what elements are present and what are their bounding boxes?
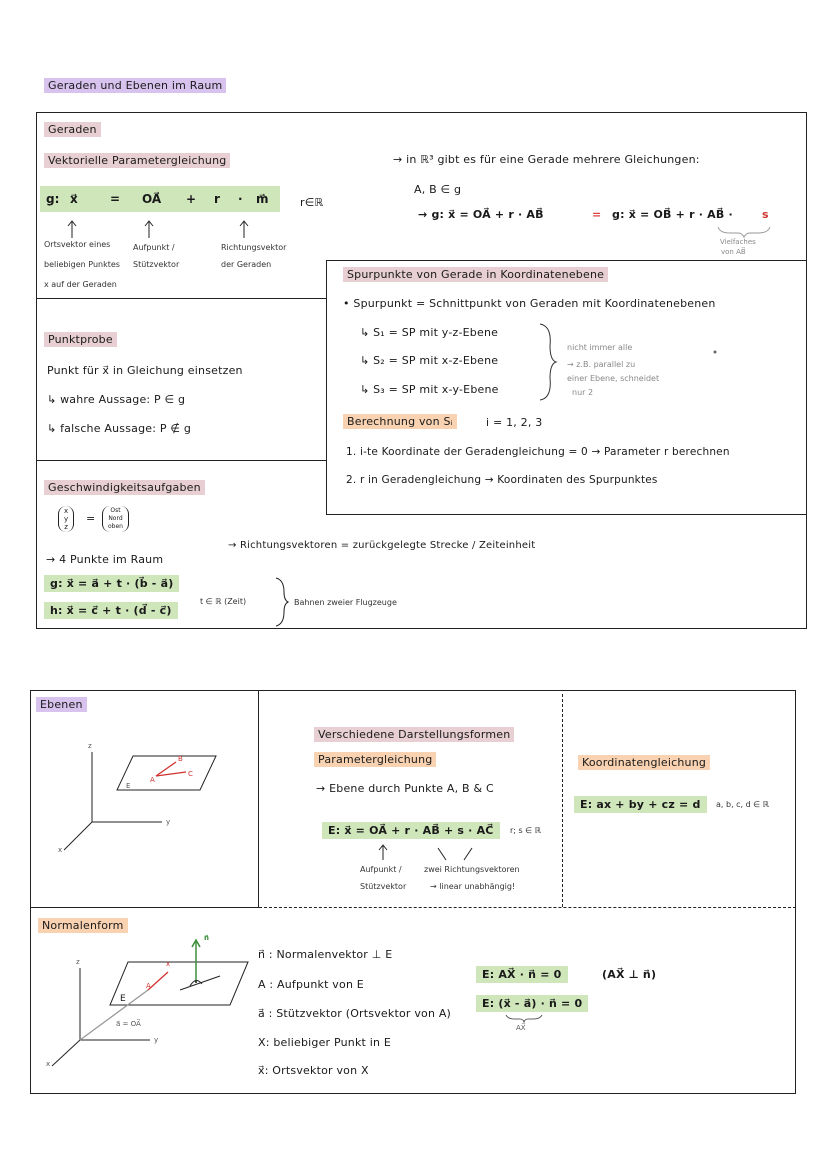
ebene-param-formula: E: x⃗ = OA⃗ + r · AB⃗ + s · AC⃗ [322, 822, 500, 839]
divider [326, 260, 327, 515]
page-title: Geraden und Ebenen im Raum [44, 78, 226, 93]
note-equals: = [592, 208, 602, 221]
parametergleichung-heading: Vektorielle Parametergleichung [44, 153, 230, 168]
divider [326, 260, 807, 261]
axis-y-label: y [166, 818, 171, 826]
spur-note-1: nicht immer alle [567, 343, 633, 352]
vector-directions: Ost Nord oben [102, 506, 129, 532]
spur-note-4: nur 2 [572, 388, 594, 397]
formula-g: g: [46, 192, 60, 206]
label-der-geraden: der Geraden [221, 260, 272, 269]
formula-oa: OA⃗ [142, 192, 162, 206]
label-stuetzvektor-ebene: Stützvektor [360, 882, 407, 891]
ebenen-heading: Ebenen [36, 697, 87, 712]
spur-note-2: → z.B. parallel zu [567, 360, 636, 369]
def-ortsvektor-x: x⃗: Ortsvektor von X [258, 1064, 369, 1077]
point-b-label: B [178, 755, 183, 763]
formula-eq: = [110, 192, 121, 206]
von-ab-label: von AB⃗ [721, 248, 746, 256]
label-aufpunkt: Aufpunkt / [133, 243, 175, 252]
parametergleichung-ebene-heading: Parametergleichung [314, 752, 436, 767]
spurpunkt-s2: ↳ S₂ = SP mit x-z-Ebene [360, 354, 499, 367]
spurpunkt-definition: • Spurpunkt = Schnittpunkt von Geraden mit Koordinatenebenen [343, 297, 716, 310]
label-aufpunkt-ebene: Aufpunkt / [360, 865, 402, 874]
dashed-divider [259, 907, 796, 908]
ab-in-g: A, B ∈ g [414, 183, 462, 196]
label-linear-unabhaengig: → linear unabhängig! [430, 882, 516, 891]
bahnen-note: Bahnen zweier Flugzeuge [294, 598, 397, 607]
darstellungsformen-heading: Verschiedene Darstellungsformen [314, 727, 514, 742]
divider [30, 907, 259, 908]
label-ortsvektor-3: x auf der Geraden [44, 280, 117, 289]
formula-r: r [214, 192, 220, 206]
label-stuetzvektor: Stützvektor [133, 260, 180, 269]
note-s: s [762, 208, 769, 221]
berechnung-step-1: 1. i-te Koordinate der Geradengleichung = 0 → Parameter r berechnen [346, 446, 730, 458]
point-c-label: C [188, 770, 193, 778]
ebene-durch-punkte: → Ebene durch Punkte A, B & C [316, 782, 494, 795]
ebenen-section [30, 690, 796, 1094]
normalenform-formula-1-note: (AX⃗ ⊥ n⃗) [602, 968, 657, 981]
berechnung-step-2: 2. r in Geradengleichung → Koordinaten des Spurpunktes [346, 474, 658, 486]
divider [36, 460, 326, 461]
def-aufpunkt: A : Aufpunkt von E [258, 978, 364, 991]
punktprobe-heading: Punktprobe [44, 332, 117, 347]
vier-punkte-note: → 4 Punkte im Raum [46, 553, 164, 566]
label-richtungsvektoren: zwei Richtungsvektoren [424, 865, 520, 874]
berechnung-heading: Berechnung von Sᵢ [343, 414, 457, 429]
divider [326, 514, 807, 515]
koordinaten-formula: E: ax + by + cz = d [574, 796, 707, 813]
divider [36, 298, 326, 299]
geschwindigkeit-heading: Geschwindigkeitsaufgaben [44, 480, 205, 495]
punktprobe-falsch: ↳ falsche Aussage: P ∉ g [47, 422, 192, 435]
formula-m: m⃗ [256, 192, 269, 206]
dashed-divider [562, 694, 563, 907]
def-stuetzvektor: a⃗ : Stützvektor (Ortsvektor von A) [258, 1007, 452, 1020]
rs-domain: r; s ∈ ℝ [510, 826, 542, 835]
stuetzvektor-label: a⃗ = OA⃗ [116, 1020, 141, 1028]
spurpunkt-s1: ↳ S₁ = SP mit y-z-Ebene [360, 326, 499, 339]
n-axis-y-label: y [154, 1036, 159, 1044]
koordinatengleichung-heading: Koordinatengleichung [578, 755, 710, 770]
label-richtungsvektor: Richtungsvektor [221, 243, 287, 252]
brace-icon [0, 0, 10, 10]
note-formula-1: → g: x⃗ = OA⃗ + r · AB⃗ [418, 208, 544, 221]
axis-x-label: x [58, 846, 63, 854]
richtungsvektoren-note: → Richtungsvektoren = zurückgelegte Strecke / Zeiteinheit [228, 540, 536, 551]
formula-plus: + [186, 192, 197, 206]
label-ortsvektor: Ortsvektor eines [44, 240, 111, 249]
vielfaches-label: Vielfaches [720, 238, 756, 246]
normal-vector-label: n⃗ [204, 934, 209, 942]
n-axis-x-label: x [46, 1060, 51, 1068]
t-domain: t ∈ ℝ (Zeit) [200, 597, 247, 606]
note-formula-2: g: x⃗ = OB⃗ + r · AB⃗ · [612, 208, 733, 221]
plane-e-label-normal: E [120, 994, 126, 1004]
punktprobe-wahr: ↳ wahre Aussage: P ∈ g [47, 393, 186, 406]
n-axis-z-label: z [76, 958, 80, 966]
gerade-g-formula: g: x⃗ = a⃗ + t · (b⃗ - a⃗) [44, 575, 179, 592]
label-ortsvektor-2: beliebigen Punktes [44, 260, 120, 269]
def-beliebiger-punkt: X: beliebiger Punkt in E [258, 1036, 392, 1049]
point-a-label-normal: A [146, 982, 151, 990]
geraden-heading: Geraden [44, 122, 101, 137]
spurpunkt-s3: ↳ S₃ = SP mit x-y-Ebene [360, 383, 499, 396]
r3-note: → in ℝ³ gibt es für eine Gerade mehrere Gleichungen: [393, 153, 700, 166]
normalenform-heading: Normalenform [38, 918, 128, 933]
vector-equals: = [86, 512, 96, 525]
normalenform-formula-2: E: (x⃗ - a⃗) · n⃗ = 0 [476, 995, 588, 1012]
ax-brace-label: AX⃗ [516, 1024, 526, 1032]
def-normalenvektor: n⃗ : Normalenvektor ⊥ E [258, 948, 393, 961]
normalenform-formula-1: E: AX⃗ · n⃗ = 0 [476, 966, 568, 983]
point-x-label: x [166, 960, 171, 968]
gerade-h-formula: h: x⃗ = c⃗ + t · (d⃗ - c⃗) [44, 602, 178, 619]
axis-z-label: z [88, 742, 92, 750]
r-domain: r∈ℝ [300, 196, 324, 209]
spurpunkte-heading: Spurpunkte von Gerade in Koordinatenebene [343, 267, 608, 282]
point-a-label: A [150, 776, 155, 784]
plane-e-label: E [126, 782, 131, 790]
formula-dot: · [238, 192, 243, 206]
formula-x: x⃗ [70, 192, 78, 206]
berechnung-index: i = 1, 2, 3 [486, 416, 543, 429]
punktprobe-text: Punkt für x⃗ in Gleichung einsetzen [47, 364, 243, 377]
spur-note-3: einer Ebene, schneidet [567, 374, 660, 383]
vector-xyz: x y z [58, 506, 74, 532]
abcd-domain: a, b, c, d ∈ ℝ [716, 800, 770, 809]
divider [258, 690, 259, 908]
